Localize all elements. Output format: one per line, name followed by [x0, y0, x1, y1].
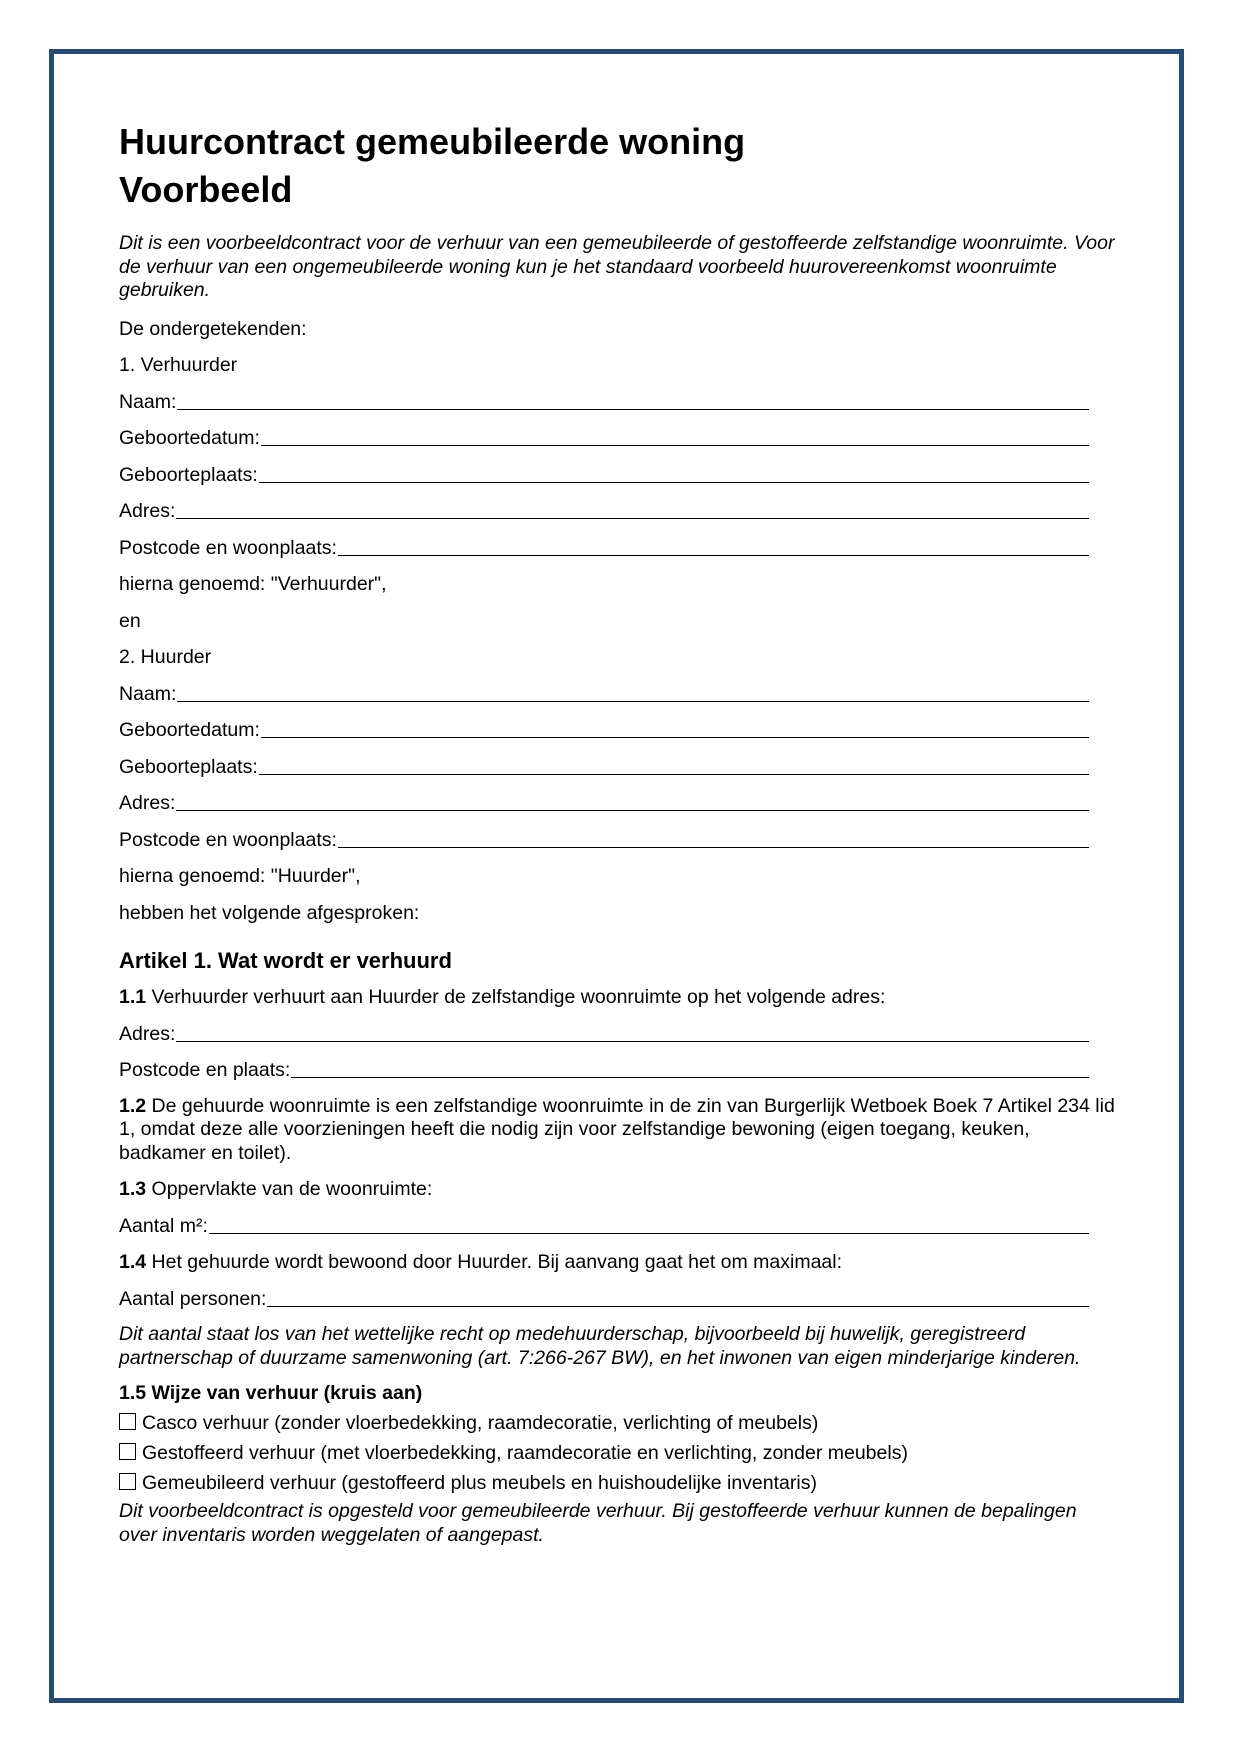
landlord-birthdate-field[interactable]	[119, 420, 1089, 457]
landlord-address-field[interactable]	[119, 493, 1089, 530]
field-label: Geboortedatum:	[119, 719, 260, 741]
title-line-1: Huurcontract gemeubileerde woning	[119, 121, 746, 162]
field-label: Adres:	[119, 792, 176, 814]
fill-in-line[interactable]	[177, 701, 1089, 702]
fill-in-line[interactable]	[176, 810, 1089, 811]
field-label: Naam:	[119, 682, 177, 705]
tenant-called: hierna genoemd: "Huurder",	[119, 865, 361, 887]
field-label: Aantal m²:	[119, 1214, 208, 1237]
option-casco[interactable]	[119, 1408, 1119, 1438]
fill-in-line[interactable]	[338, 555, 1089, 556]
landlord-called: hierna genoemd: "Verhuurder",	[119, 573, 387, 595]
fill-in-line[interactable]	[209, 1233, 1089, 1234]
clause-number: 1.1	[119, 986, 147, 1008]
fill-in-line[interactable]	[259, 774, 1089, 775]
landlord-postcode-field[interactable]	[119, 530, 1089, 567]
field-label: Postcode en woonplaats:	[119, 828, 337, 851]
fill-in-line[interactable]	[261, 445, 1089, 446]
fill-in-line[interactable]	[261, 737, 1089, 738]
article-1-heading: Artikel 1. Wat wordt er verhuurd	[119, 948, 452, 973]
option-label: Gemeubileerd verhuur (gestoffeerd plus meubels en huishoudelijke inventaris)	[142, 1472, 817, 1494]
clause-number: 1.4	[119, 1251, 147, 1273]
furnished-note: Dit voorbeeldcontract is opgesteld voor gemeubileerde verhuur. Bij gestoffeerde verhuur kunnen de bepalingen over inventaris worden weggelaten of aangepast.	[119, 1500, 1077, 1546]
field-label: Geboortedatum:	[119, 427, 260, 449]
parties-intro: De ondergetekenden:	[119, 317, 307, 340]
field-label: Postcode en plaats:	[119, 1059, 291, 1081]
tenant-heading: 2. Huurder	[119, 646, 212, 668]
fill-in-line[interactable]	[177, 409, 1089, 410]
checkbox[interactable]	[119, 1413, 136, 1430]
option-gestoffeerd[interactable]	[119, 1438, 1119, 1468]
clause-text: De gehuurde woonruimte is een zelfstandige woonruimte in de zin van Burgerlijk Wetboek Boek 7 Artikel 234 lid 1, omdat deze alle voorzieningen heeft die nodig zijn voor zelfstandige bewoning (eigen toegang, keuken, badkamer en toilet).	[119, 1094, 1115, 1164]
field-label: Adres:	[119, 500, 176, 522]
persons-field[interactable]	[119, 1281, 1089, 1318]
clause-1-5-heading: 1.5 Wijze van verhuur (kruis aan)	[119, 1382, 423, 1404]
field-label: Adres:	[119, 1022, 176, 1045]
tenant-postcode-field[interactable]	[119, 822, 1089, 859]
landlord-birthplace-field[interactable]	[119, 457, 1089, 494]
field-label: Postcode en woonplaats:	[119, 536, 337, 559]
agreed-text: hebben het volgende afgesproken:	[119, 901, 420, 924]
checkbox[interactable]	[119, 1443, 136, 1460]
rental-address-field[interactable]	[119, 1016, 1089, 1053]
clause-text: Oppervlakte van de woonruimte:	[146, 1178, 433, 1200]
rental-postcode-field[interactable]	[119, 1052, 1089, 1089]
clause-1-4	[119, 1244, 1119, 1281]
landlord-heading: 1. Verhuurder	[119, 354, 238, 376]
parties-section	[119, 311, 1119, 932]
clause-1-1	[119, 979, 1119, 1016]
intro-note: Dit is een voorbeeldcontract voor de verhuur van een gemeubileerde of gestoffeerde zelfstandige woonruimte. Voor de verhuur van een ongemeubileerde woning kun je het standaard voorbeeld huurovereenkomst woonruimte gebruiken.	[119, 232, 1115, 301]
fill-in-line[interactable]	[176, 518, 1089, 519]
option-label: Gestoffeerd verhuur (met vloerbedekking, raamdecoratie en verlichting, zonder meubels)	[142, 1442, 908, 1464]
tenant-birthplace-field[interactable]	[119, 749, 1089, 786]
clause-number: 1.3	[119, 1178, 147, 1200]
option-gemeubileerd[interactable]	[119, 1468, 1119, 1498]
title-line-2: Voorbeeld	[119, 169, 293, 210]
field-label: Geboorteplaats:	[119, 463, 258, 486]
clause-1-3	[119, 1171, 1119, 1208]
tenant-name-field[interactable]	[119, 676, 1089, 713]
fill-in-line[interactable]	[291, 1077, 1089, 1078]
fill-in-line[interactable]	[259, 482, 1089, 483]
option-label: Casco verhuur (zonder vloerbedekking, raamdecoratie, verlichting of meubels)	[142, 1412, 819, 1434]
clause-1-2	[119, 1095, 1119, 1166]
checkbox[interactable]	[119, 1473, 136, 1490]
clause-number: 1.2	[119, 1094, 147, 1117]
and-text: en	[119, 609, 141, 632]
field-label: Aantal personen:	[119, 1287, 267, 1310]
tenant-address-field[interactable]	[119, 785, 1089, 822]
document-title	[119, 118, 1119, 214]
clause-text: Het gehuurde wordt bewoond door Huurder. Bij aanvang gaat het om maximaal:	[146, 1251, 843, 1273]
clause-text: Verhuurder verhuurt aan Huurder de zelfstandige woonruimte op het volgende adres:	[146, 986, 886, 1008]
area-field[interactable]	[119, 1208, 1089, 1245]
contract-document	[119, 118, 1119, 1555]
landlord-name-field[interactable]	[119, 384, 1089, 421]
tenant-birthdate-field[interactable]	[119, 712, 1089, 749]
fill-in-line[interactable]	[338, 847, 1089, 848]
fill-in-line[interactable]	[176, 1041, 1089, 1042]
fill-in-line[interactable]	[267, 1306, 1089, 1307]
persons-note: Dit aantal staat los van het wettelijke recht op medehuurderschap, bijvoorbeeld bij huwelijk, geregistreerd partnerschap of duurzame samenwoning (art. 7:266-267 BW), en het inwonen van eigen minderjarige kinderen.	[119, 1323, 1081, 1369]
field-label: Naam:	[119, 390, 177, 413]
field-label: Geboorteplaats:	[119, 755, 258, 778]
